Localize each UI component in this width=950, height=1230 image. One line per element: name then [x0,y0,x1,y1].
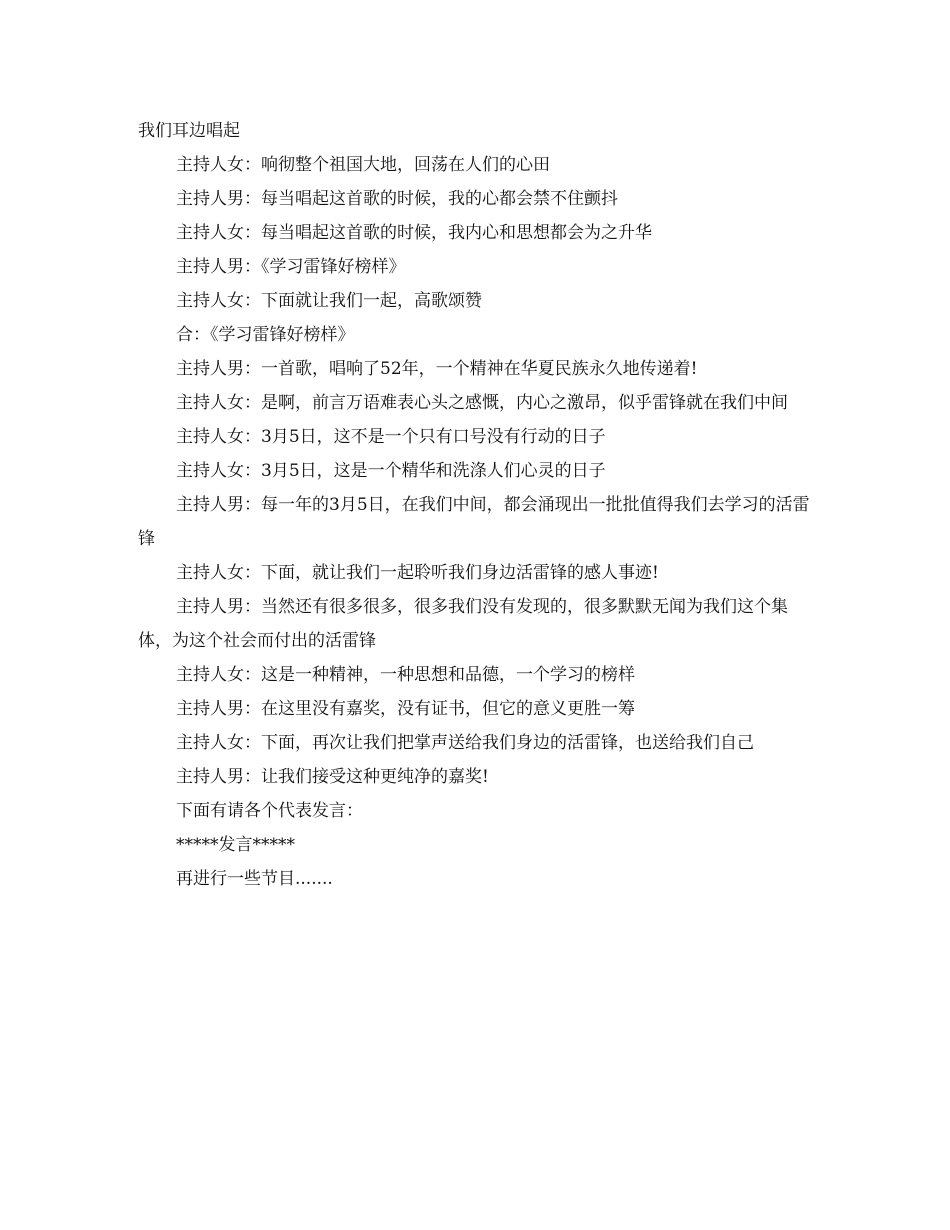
paragraph: 主持人女：下面就让我们一起，高歌颂赞 [176,291,482,311]
paragraph: 主持人女：下面，再次让我们把掌声送给我们身边的活雷锋，也送给我们自己 [176,733,754,753]
paragraph: 主持人女：3月5日，这是一个精华和洗涤人们心灵的日子 [176,461,606,481]
paragraph: 再进行一些节目....... [176,869,333,889]
paragraph: 下面有请各个代表发言： [176,801,363,821]
paragraph: 主持人女：这是一种精神，一种思想和品德，一个学习的榜样 [176,665,635,685]
paragraph: 主持人女：响彻整个祖国大地，回荡在人们的心田 [176,155,550,175]
paragraph: 主持人男：当然还有很多很多，很多我们没有发现的，很多默默无闻为我们这个集体，为这个社会而付出的活雷锋 [138,597,788,651]
paragraph-continuation: 我们耳边唱起 [138,121,240,141]
paragraph: 主持人女：3月5日，这不是一个只有口号没有行动的日子 [176,427,606,447]
paragraph: 主持人女：下面，就让我们一起聆听我们身边活雷锋的感人事迹! [176,563,659,583]
paragraph: 主持人男：让我们接受这种更纯净的嘉奖! [176,767,489,787]
paragraph: 主持人男：一首歌，唱响了52年，一个精神在华夏民族永久地传递着! [176,359,698,379]
paragraph: 主持人男：每当唱起这首歌的时候，我的心都会禁不住颤抖 [176,189,618,209]
paragraph: 主持人男：在这里没有嘉奖，没有证书，但它的意义更胜一筹 [176,699,635,719]
paragraph: 主持人女：是啊，前言万语难表心头之感慨，内心之激昂，似乎雷锋就在我们中间 [176,393,788,413]
document-body [138,114,818,896]
paragraph: 主持人男：每一年的3月5日，在我们中间，都会涌现出一批批值得我们去学习的活雷锋 [138,495,810,549]
paragraph: *****发言***** [176,835,295,855]
paragraph: 主持人女：每当唱起这首歌的时候，我内心和思想都会为之升华 [176,223,652,243]
paragraph: 合：《学习雷锋好榜样》 [176,325,355,345]
paragraph: 主持人男：《学习雷锋好榜样》 [176,257,406,277]
